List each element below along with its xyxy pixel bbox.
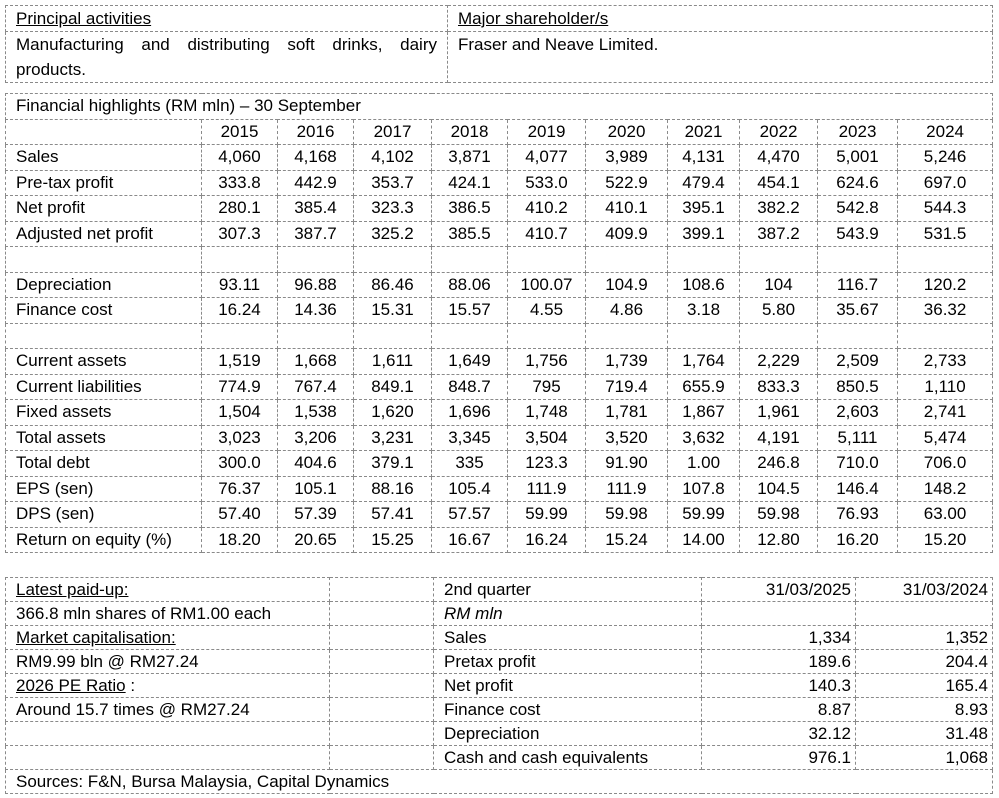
quarter-title: 2nd quarter <box>434 578 702 602</box>
table-row <box>6 674 993 698</box>
empty-cell <box>354 323 432 349</box>
row-label: Net profit <box>6 196 202 222</box>
row-label: Adjusted net profit <box>6 221 202 247</box>
market-info-cell <box>6 626 330 650</box>
value-cell: 59.99 <box>508 502 586 528</box>
value-cell: 1,756 <box>508 349 586 375</box>
value-cell: 1,781 <box>586 400 668 426</box>
sources-row <box>6 770 993 794</box>
value-cell: 15.20 <box>898 527 993 553</box>
value-cell: 3.18 <box>668 298 740 324</box>
table-row <box>6 527 993 553</box>
value-cell: 1.00 <box>668 451 740 477</box>
value-cell: 3,206 <box>278 425 354 451</box>
market-info-cell <box>6 602 330 626</box>
value-cell: 424.1 <box>432 170 508 196</box>
quarter-value: 165.4 <box>856 674 993 698</box>
value-cell: 1,611 <box>354 349 432 375</box>
value-cell: 479.4 <box>668 170 740 196</box>
quarter-unit: RM mln <box>434 602 702 626</box>
value-cell: 325.2 <box>354 221 432 247</box>
value-cell: 3,632 <box>668 425 740 451</box>
empty-cell <box>668 247 740 273</box>
row-label: Depreciation <box>6 272 202 298</box>
empty-cell <box>508 323 586 349</box>
value-cell: 91.90 <box>586 451 668 477</box>
table-row <box>6 400 993 426</box>
table-row <box>6 626 993 650</box>
year-header: 2015 <box>202 119 278 145</box>
empty-cell <box>330 626 434 650</box>
value-cell: 4.86 <box>586 298 668 324</box>
quarter-value: 32.12 <box>702 722 856 746</box>
empty-cell <box>6 247 202 273</box>
value-cell: 300.0 <box>202 451 278 477</box>
table-row <box>6 221 993 247</box>
value-cell: 104.5 <box>740 476 818 502</box>
market-info-text: Around 15.7 times @ RM27.24 <box>16 699 250 719</box>
value-cell: 86.46 <box>354 272 432 298</box>
value-cell: 20.65 <box>278 527 354 553</box>
sources-text: Sources: F&N, Bursa Malaysia, Capital Dynamics <box>6 770 993 794</box>
quarter-row-label: Depreciation <box>434 722 702 746</box>
value-cell: 3,520 <box>586 425 668 451</box>
value-cell: 1,504 <box>202 400 278 426</box>
spacer-row <box>6 323 993 349</box>
value-cell: 105.1 <box>278 476 354 502</box>
value-cell: 1,961 <box>740 400 818 426</box>
value-cell: 4,102 <box>354 145 432 171</box>
empty-cell <box>740 247 818 273</box>
quarter-value: 31.48 <box>856 722 993 746</box>
company-info-table <box>5 5 993 83</box>
quarter-row-label: Cash and cash equivalents <box>434 746 702 770</box>
value-cell: 18.20 <box>202 527 278 553</box>
financial-title-row <box>6 94 993 120</box>
value-cell: 146.4 <box>818 476 898 502</box>
value-cell: 795 <box>508 374 586 400</box>
value-cell: 123.3 <box>508 451 586 477</box>
value-cell: 4,168 <box>278 145 354 171</box>
value-cell: 353.7 <box>354 170 432 196</box>
quarter-value: 204.4 <box>856 650 993 674</box>
market-info-cell <box>6 746 330 770</box>
value-cell: 5,111 <box>818 425 898 451</box>
value-cell: 454.1 <box>740 170 818 196</box>
value-cell: 1,620 <box>354 400 432 426</box>
empty-cell <box>668 323 740 349</box>
value-cell: 719.4 <box>586 374 668 400</box>
quarter-row-label: Sales <box>434 626 702 650</box>
value-cell: 307.3 <box>202 221 278 247</box>
value-cell: 57.40 <box>202 502 278 528</box>
major-shareholder-heading: Major shareholder/s <box>448 6 993 32</box>
year-header: 2024 <box>898 119 993 145</box>
empty-cell <box>202 247 278 273</box>
value-cell: 849.1 <box>354 374 432 400</box>
table-row <box>6 578 993 602</box>
empty-cell <box>278 247 354 273</box>
principal-activities-heading: Principal activities <box>6 6 448 32</box>
value-cell: 767.4 <box>278 374 354 400</box>
quarter-value: 8.93 <box>856 698 993 722</box>
value-cell: 410.2 <box>508 196 586 222</box>
value-cell: 385.5 <box>432 221 508 247</box>
value-cell: 833.3 <box>740 374 818 400</box>
row-label: Fixed assets <box>6 400 202 426</box>
value-cell: 2,733 <box>898 349 993 375</box>
quarter-row-label: Finance cost <box>434 698 702 722</box>
value-cell: 5.80 <box>740 298 818 324</box>
quarter-value: 189.6 <box>702 650 856 674</box>
value-cell: 1,764 <box>668 349 740 375</box>
table-row <box>6 196 993 222</box>
empty-cell <box>508 247 586 273</box>
value-cell: 4,060 <box>202 145 278 171</box>
value-cell: 2,603 <box>818 400 898 426</box>
value-cell: 57.57 <box>432 502 508 528</box>
table-row <box>6 145 993 171</box>
financial-highlights-table <box>5 93 993 553</box>
table-row <box>6 476 993 502</box>
value-cell: 4,131 <box>668 145 740 171</box>
market-info-cell <box>6 722 330 746</box>
value-cell: 93.11 <box>202 272 278 298</box>
value-cell: 395.1 <box>668 196 740 222</box>
value-cell: 385.4 <box>278 196 354 222</box>
value-cell: 116.7 <box>818 272 898 298</box>
value-cell: 15.24 <box>586 527 668 553</box>
value-cell: 323.3 <box>354 196 432 222</box>
value-cell: 111.9 <box>586 476 668 502</box>
value-cell: 100.07 <box>508 272 586 298</box>
year-header: 2021 <box>668 119 740 145</box>
empty-cell <box>898 247 993 273</box>
market-info-cell <box>6 674 330 698</box>
value-cell: 5,474 <box>898 425 993 451</box>
table-row <box>6 746 993 770</box>
value-cell: 57.39 <box>278 502 354 528</box>
value-cell: 442.9 <box>278 170 354 196</box>
row-label: Current liabilities <box>6 374 202 400</box>
value-cell: 104 <box>740 272 818 298</box>
value-cell: 850.5 <box>818 374 898 400</box>
market-info-text: RM9.99 bln @ RM27.24 <box>16 651 199 671</box>
row-label: DPS (sen) <box>6 502 202 528</box>
value-cell: 333.8 <box>202 170 278 196</box>
value-cell: 108.6 <box>668 272 740 298</box>
value-cell: 36.32 <box>898 298 993 324</box>
value-cell: 3,871 <box>432 145 508 171</box>
value-cell: 76.37 <box>202 476 278 502</box>
value-cell: 1,110 <box>898 374 993 400</box>
quarter-value: 1,352 <box>856 626 993 650</box>
value-cell: 3,504 <box>508 425 586 451</box>
empty-cell <box>354 247 432 273</box>
empty-cell <box>702 602 856 626</box>
empty-cell <box>330 650 434 674</box>
empty-cell <box>818 247 898 273</box>
value-cell: 410.1 <box>586 196 668 222</box>
row-label: Sales <box>6 145 202 171</box>
quarter-value: 1,068 <box>856 746 993 770</box>
empty-cell <box>898 323 993 349</box>
value-cell: 57.41 <box>354 502 432 528</box>
empty-cell <box>330 602 434 626</box>
value-cell: 59.99 <box>668 502 740 528</box>
value-cell: 16.24 <box>202 298 278 324</box>
value-cell: 1,538 <box>278 400 354 426</box>
table-row <box>6 425 993 451</box>
empty-cell <box>818 323 898 349</box>
value-cell: 3,231 <box>354 425 432 451</box>
value-cell: 4,191 <box>740 425 818 451</box>
year-header: 2020 <box>586 119 668 145</box>
value-cell: 5,001 <box>818 145 898 171</box>
value-cell: 111.9 <box>508 476 586 502</box>
value-cell: 410.7 <box>508 221 586 247</box>
value-cell: 1,668 <box>278 349 354 375</box>
value-cell: 624.6 <box>818 170 898 196</box>
table-row <box>6 298 993 324</box>
value-cell: 148.2 <box>898 476 993 502</box>
table-row <box>6 650 993 674</box>
value-cell: 335 <box>432 451 508 477</box>
empty-cell <box>856 602 993 626</box>
table-row <box>6 451 993 477</box>
quarter-value: 1,334 <box>702 626 856 650</box>
quarter-row-label: Pretax profit <box>434 650 702 674</box>
quarter-value: 976.1 <box>702 746 856 770</box>
value-cell: 697.0 <box>898 170 993 196</box>
value-cell: 533.0 <box>508 170 586 196</box>
value-cell: 14.00 <box>668 527 740 553</box>
value-cell: 1,748 <box>508 400 586 426</box>
value-cell: 2,741 <box>898 400 993 426</box>
value-cell: 2,229 <box>740 349 818 375</box>
table-row <box>6 272 993 298</box>
quarter-col-header: 31/03/2024 <box>856 578 993 602</box>
table-row <box>6 722 993 746</box>
row-label: Return on equity (%) <box>6 527 202 553</box>
value-cell: 280.1 <box>202 196 278 222</box>
value-cell: 246.8 <box>740 451 818 477</box>
value-cell: 409.9 <box>586 221 668 247</box>
market-info-text: Market capitalisation: <box>16 627 176 647</box>
value-cell: 382.2 <box>740 196 818 222</box>
value-cell: 379.1 <box>354 451 432 477</box>
market-info-cell <box>6 698 330 722</box>
value-cell: 399.1 <box>668 221 740 247</box>
table-row <box>6 698 993 722</box>
value-cell: 35.67 <box>818 298 898 324</box>
quarter-col-header: 31/03/2025 <box>702 578 856 602</box>
empty-cell <box>330 722 434 746</box>
value-cell: 16.24 <box>508 527 586 553</box>
market-info-text: Latest paid-up: <box>16 579 129 599</box>
quarter-row-label: Net profit <box>434 674 702 698</box>
table-row <box>6 502 993 528</box>
value-cell: 3,345 <box>432 425 508 451</box>
year-header: 2023 <box>818 119 898 145</box>
table-row <box>6 602 993 626</box>
year-header: 2017 <box>354 119 432 145</box>
value-cell: 543.9 <box>818 221 898 247</box>
value-cell: 3,989 <box>586 145 668 171</box>
spacer-row <box>6 247 993 273</box>
value-cell: 59.98 <box>586 502 668 528</box>
value-cell: 15.57 <box>432 298 508 324</box>
value-cell: 542.8 <box>818 196 898 222</box>
value-cell: 774.9 <box>202 374 278 400</box>
value-cell: 848.7 <box>432 374 508 400</box>
row-label: Current assets <box>6 349 202 375</box>
value-cell: 105.4 <box>432 476 508 502</box>
market-info-text: 366.8 mln shares of RM1.00 each <box>16 603 272 623</box>
empty-cell <box>6 323 202 349</box>
empty-cell <box>330 578 434 602</box>
empty-cell <box>586 323 668 349</box>
year-header: 2022 <box>740 119 818 145</box>
value-cell: 88.16 <box>354 476 432 502</box>
value-cell: 710.0 <box>818 451 898 477</box>
value-cell: 14.36 <box>278 298 354 324</box>
empty-cell <box>586 247 668 273</box>
value-cell: 16.20 <box>818 527 898 553</box>
value-cell: 104.9 <box>586 272 668 298</box>
value-cell: 655.9 <box>668 374 740 400</box>
value-cell: 531.5 <box>898 221 993 247</box>
value-cell: 5,246 <box>898 145 993 171</box>
value-cell: 107.8 <box>668 476 740 502</box>
row-label: Total debt <box>6 451 202 477</box>
value-cell: 16.67 <box>432 527 508 553</box>
value-cell: 387.7 <box>278 221 354 247</box>
quarter-value: 8.87 <box>702 698 856 722</box>
value-cell: 1,649 <box>432 349 508 375</box>
principal-activities-text: Manufacturing and distributing soft drinks, dairy products. <box>6 32 448 83</box>
value-cell: 522.9 <box>586 170 668 196</box>
empty-cell <box>278 323 354 349</box>
year-header: 2016 <box>278 119 354 145</box>
market-info-suffix: : <box>125 675 136 695</box>
value-cell: 96.88 <box>278 272 354 298</box>
value-cell: 76.93 <box>818 502 898 528</box>
value-cell: 1,696 <box>432 400 508 426</box>
value-cell: 15.25 <box>354 527 432 553</box>
table-row <box>6 374 993 400</box>
empty-cell <box>432 323 508 349</box>
value-cell: 544.3 <box>898 196 993 222</box>
value-cell: 386.5 <box>432 196 508 222</box>
value-cell: 63.00 <box>898 502 993 528</box>
value-cell: 1,867 <box>668 400 740 426</box>
value-cell: 4.55 <box>508 298 586 324</box>
value-cell: 2,509 <box>818 349 898 375</box>
market-info-cell <box>6 578 330 602</box>
table-row <box>6 170 993 196</box>
value-cell: 1,519 <box>202 349 278 375</box>
year-header: 2018 <box>432 119 508 145</box>
market-info-cell <box>6 650 330 674</box>
value-cell: 12.80 <box>740 527 818 553</box>
quarter-value: 140.3 <box>702 674 856 698</box>
financial-highlights-title: Financial highlights (RM mln) – 30 September <box>6 94 993 120</box>
value-cell: 1,739 <box>586 349 668 375</box>
market-info-text: 2026 PE Ratio <box>16 675 126 695</box>
value-cell: 387.2 <box>740 221 818 247</box>
value-cell: 59.98 <box>740 502 818 528</box>
row-label: Finance cost <box>6 298 202 324</box>
empty-cell <box>6 119 202 145</box>
row-label: Pre-tax profit <box>6 170 202 196</box>
empty-cell <box>330 746 434 770</box>
bottom-info-table <box>5 577 993 794</box>
row-label: Total assets <box>6 425 202 451</box>
value-cell: 4,077 <box>508 145 586 171</box>
empty-cell <box>330 698 434 722</box>
value-cell: 404.6 <box>278 451 354 477</box>
value-cell: 4,470 <box>740 145 818 171</box>
row-label: EPS (sen) <box>6 476 202 502</box>
year-header-row <box>6 119 993 145</box>
value-cell: 15.31 <box>354 298 432 324</box>
value-cell: 88.06 <box>432 272 508 298</box>
empty-cell <box>330 674 434 698</box>
year-header: 2019 <box>508 119 586 145</box>
empty-cell <box>740 323 818 349</box>
value-cell: 120.2 <box>898 272 993 298</box>
value-cell: 3,023 <box>202 425 278 451</box>
empty-cell <box>432 247 508 273</box>
empty-cell <box>202 323 278 349</box>
table-row <box>6 349 993 375</box>
major-shareholder-text: Fraser and Neave Limited. <box>448 32 993 83</box>
value-cell: 706.0 <box>898 451 993 477</box>
